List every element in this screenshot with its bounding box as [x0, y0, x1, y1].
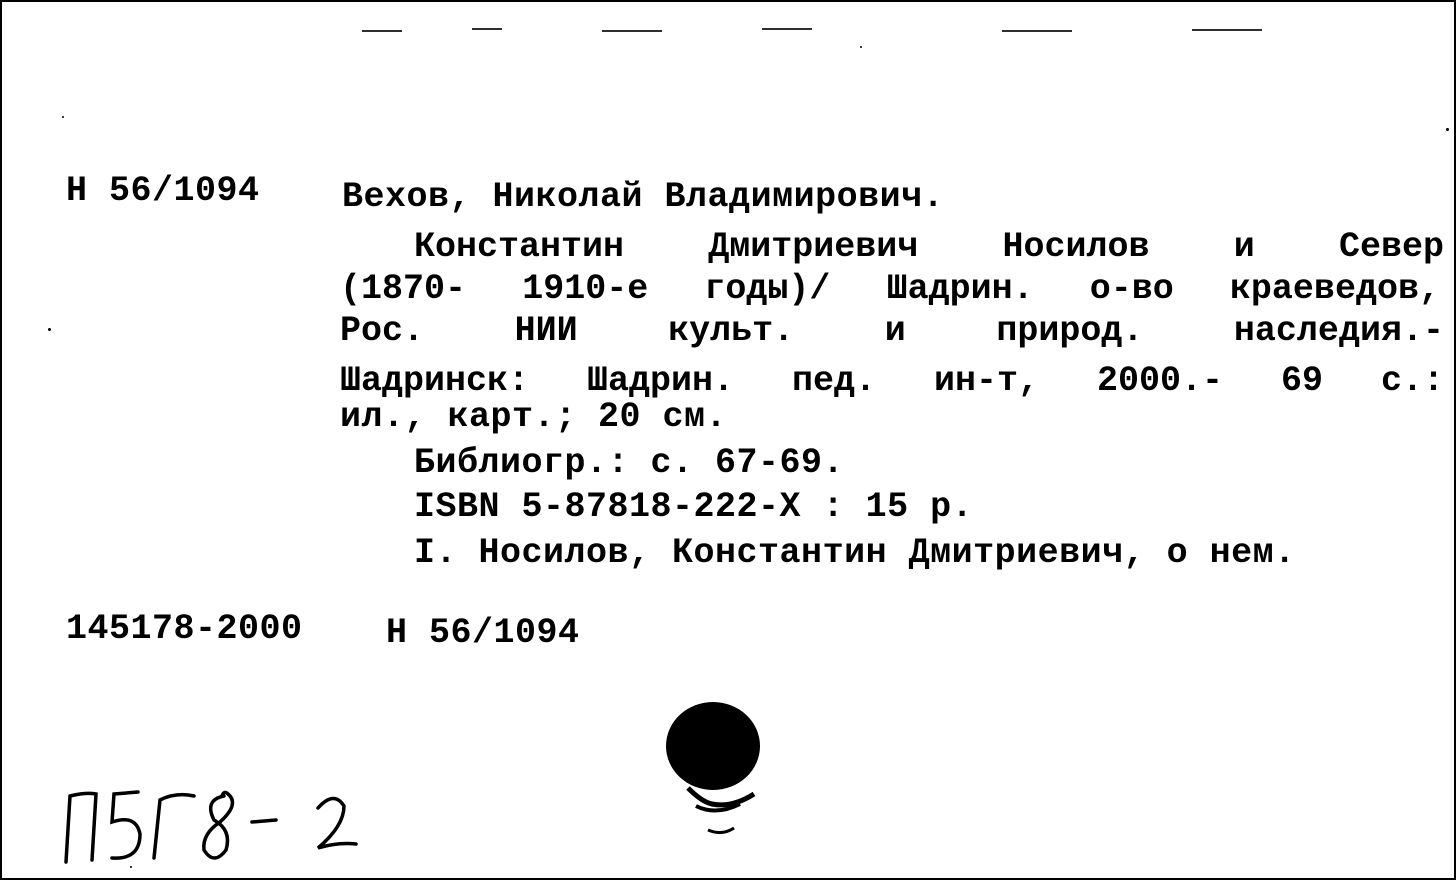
subject-note: I. Носилов, Константин Дмитриевич, о нем. — [414, 533, 1296, 573]
word: (1870- — [340, 269, 467, 309]
scan-artifact — [362, 30, 402, 32]
word: с.: — [1380, 361, 1444, 401]
title-line-2 — [340, 269, 1440, 309]
title-line-1 — [414, 227, 1444, 267]
word: пед. — [792, 361, 877, 401]
word: Шадринск: — [340, 361, 530, 401]
word: 2000.- — [1096, 361, 1224, 401]
word: культ. — [668, 311, 795, 351]
hole-tear-mark — [682, 782, 772, 842]
word: ин-т, — [933, 361, 1040, 401]
word: Дмитриевич — [708, 227, 919, 267]
word: Носилов — [1002, 227, 1150, 267]
scan-artifact — [1002, 30, 1072, 32]
word: годы)/ — [704, 269, 831, 309]
word: Шадрин. — [587, 361, 735, 401]
handwritten-code — [56, 782, 386, 872]
word: Рос. — [340, 311, 425, 351]
scan-artifact — [762, 28, 812, 30]
word: о-во — [1089, 269, 1174, 309]
scan-artifact — [472, 28, 502, 30]
scan-speck — [130, 866, 132, 868]
title-line-3 — [340, 311, 1444, 351]
word: Шадрин. — [886, 269, 1034, 309]
word: краеведов, — [1229, 269, 1440, 309]
word: Константин — [414, 227, 625, 267]
word: и — [1233, 227, 1255, 267]
scan-speck — [62, 116, 64, 118]
word: и — [884, 311, 906, 351]
punch-hole — [666, 702, 760, 790]
word: 1910-е — [522, 269, 649, 309]
author-heading: Вехов, Николай Владимирович. — [342, 177, 945, 217]
isbn-note: ISBN 5-87818-222-X : 15 р. — [414, 487, 974, 527]
scan-artifact — [602, 30, 662, 32]
scan-speck — [48, 328, 51, 331]
word: природ. — [996, 311, 1144, 351]
scan-speck — [1446, 128, 1449, 131]
word: наследия.- — [1233, 311, 1444, 351]
word: НИИ — [514, 311, 578, 351]
scan-artifact — [1192, 29, 1262, 31]
shelfmark-bottom: Н 56/1094 — [386, 613, 580, 653]
word: Север — [1338, 227, 1444, 267]
accession-number: 145178-2000 — [66, 609, 303, 649]
bibliography-note: Библиогр.: с. 67-69. — [414, 443, 845, 483]
physical-description: ил., карт.; 20 см. — [340, 397, 728, 437]
scan-speck — [860, 46, 862, 48]
word: 69 — [1280, 361, 1323, 401]
shelfmark: Н 56/1094 — [66, 171, 260, 211]
title-line-4 — [340, 361, 1444, 401]
